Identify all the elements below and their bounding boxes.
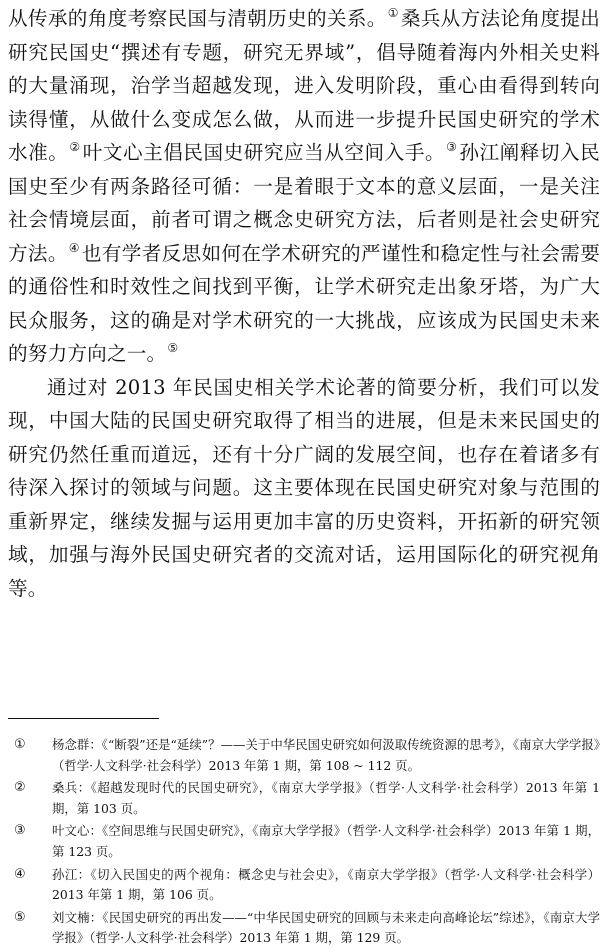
footnote-text: 叶文心：《空间思维与民国史研究》，《南京大学学报》（哲学·人文科学·社会科学）2013 年第 1 期，第 123 页。 <box>52 823 600 859</box>
sentence: 从传承的角度考察民国与清朝历史的关系。 <box>8 7 387 30</box>
footnote-divider <box>8 718 159 719</box>
footnote-marker-1[interactable]: ① <box>387 6 399 21</box>
footnote-marker-3[interactable]: ③ <box>446 140 458 155</box>
footnote-text: 杨念群：《“断裂”还是“延续”？——关于中华民国史研究如何汲取传统资源的思考》，《南京大学学报》（哲学·人文科学·社会科学）2013 年第 1 期，第 108 ~ 112 页。 <box>52 737 600 773</box>
footnote-number: ① <box>14 737 26 752</box>
footnote-number: ③ <box>14 823 26 839</box>
footnotes <box>8 735 600 951</box>
footnote-item <box>8 778 600 819</box>
footnote-number: ⑤ <box>14 909 26 925</box>
footnote-marker-4[interactable]: ④ <box>68 240 80 255</box>
footnote-item <box>8 865 600 906</box>
sentence: 孙江阐释切入民国史至少有两条路径可循：一是着眼于文本的意义层面，一是关注社会情境层面，前者可谓之概念史研究方法，后者则是社会史研究方法。 <box>8 141 600 265</box>
footnote-item <box>8 821 600 862</box>
sentence: 桑兵从方法论角度提出研究民国史“撰述有专题，研究无界域”，倡导随着海内外相关史料的大量涌现，治学当超越发现，进入发明阶段，重心由看得到转向读得懂，从做什么变成怎么做，从而进一步提升民国史研究的学术水准。 <box>8 7 600 164</box>
sentence: 叶文心主倡民国史研究应当从空间入手。 <box>82 141 446 164</box>
footnote-number: ④ <box>14 866 26 882</box>
footnote-number: ② <box>14 780 26 796</box>
sentence: 也有学者反思如何在学术研究的严谨性和稳定性与社会需要的通俗性和时效性之间找到平衡，让学术研究走出象牙塔，为广大民众服务，这的确是对学术研究的一大挑战，应该成为民国史未来的努力方向之一。 <box>8 241 600 365</box>
footnote-marker-2[interactable]: ② <box>69 140 81 155</box>
footnote-text: 桑兵：《超越发现时代的民国史研究》，《南京大学学报》（哲学·人文科学·社会科学）2013 年第 1 期，第 103 页。 <box>52 780 600 816</box>
main-text <box>8 2 600 605</box>
footnote-item <box>8 735 600 776</box>
footnote-item <box>8 908 600 949</box>
paragraph-1 <box>8 2 600 371</box>
footnote-marker-5[interactable]: ⑤ <box>167 341 179 356</box>
footnote-text: 刘文楠：《民国史研究的再出发——“中华民国史研究的回顾与未来走向高峰论坛”综述》，《南京大学学报》（哲学·人文科学·社会科学）2013 年第 1 期，第 129 页。 <box>52 909 600 946</box>
paragraph-2: 通过对 2013 年民国史相关学术论著的简要分析，我们可以发现，中国大陆的民国史研究取得了相当的进展，但是未来民国史的研究仍然任重而道远，还有十分广阔的发展空间，也存在着诸多有待深入探讨的领域与问题。这主要体现在民国史研究对象与范围的重新界定，继续发掘与运用更加丰富的历史资料，开拓新的研究领域，加强与海外民国史研究者的交流对话，运用国际化的研究视角等。 <box>8 375 600 600</box>
footnote-text: 孙江：《切入民国史的两个视角：概念史与社会史》，《南京大学学报》（哲学·人文科学·社会科学）2013 年第 1 期，第 106 页。 <box>52 866 600 903</box>
